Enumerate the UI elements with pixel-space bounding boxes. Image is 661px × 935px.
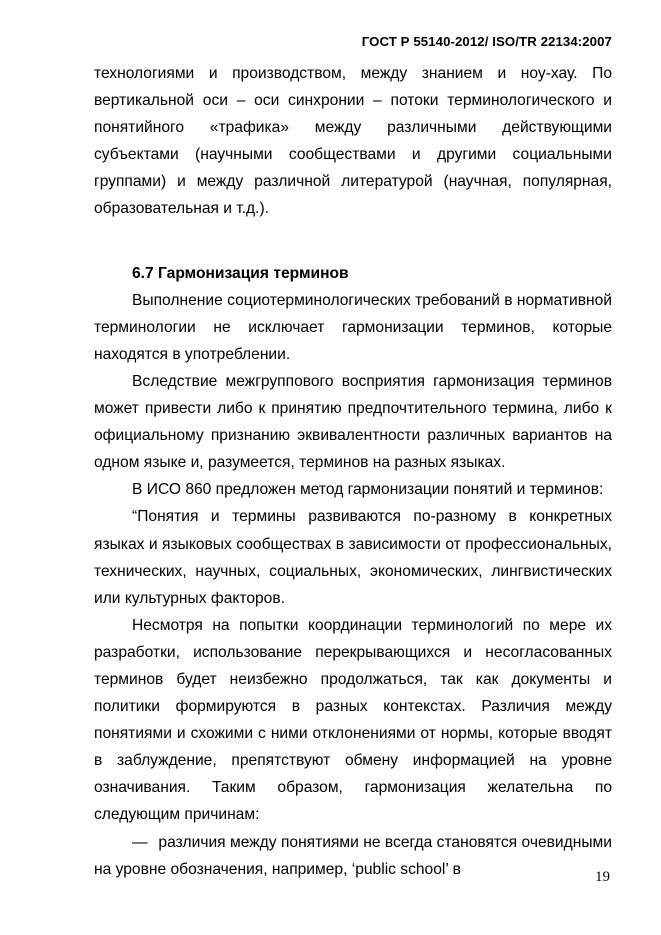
paragraph-5: Несмотря на попытки координации терминологий по мере их разработки, использование перекрывающихся и несогласованных терминов будет неизбежно продолжаться, так как документы и политики формируются в разных контекстах. Различия между понятиями и схожими с ними отклонениями от нормы, которые вводят в заблуждение, препятствуют обмену информацией на уровне означивания. Таким образом, гармонизация желательна по следующим причинам: <box>94 616 612 824</box>
page-number: 19 <box>595 869 610 885</box>
list-item <box>94 829 612 883</box>
paragraph-4-quote: “Понятия и термины развиваются по-разному в конкретных языках и языковых сообществах в зависимости от профессиональных, технических, научных, социальных, экономических, лингвистических или культурных факторов. <box>94 508 612 607</box>
list-item-text: различия между понятиями не всегда становятся очевидными на уровне обозначения, например, ‘public school’ в <box>94 833 612 878</box>
document-body <box>94 60 612 883</box>
section-heading: 6.7 Гармонизация терминов <box>132 264 349 282</box>
paragraph-intro: технологиями и производством, между знанием и ноу-хау. По вертикальной оси – оси синхронии – потоки терминологического и понятийного «трафика» между различными действующими субъектами (научными сообществами и другими социальными группами) и между различной литературой (научная, популярная, образовательная и т.д.). <box>94 65 612 218</box>
paragraph-1: Выполнение социотерминологических требований в нормативной терминологии не исключает гармонизации терминов, которые находятся в употреблении. <box>94 291 612 363</box>
list-dash: — <box>132 833 148 851</box>
paragraph-3: В ИСО 860 предложен метод гармонизации понятий и терминов: <box>132 481 604 499</box>
paragraph-2: Вследствие межгруппового восприятия гармонизация терминов может привести либо к принятию предпочтительного термина, либо к официальному признанию эквивалентности различных вариантов на одном языке и, разумеется, терминов на разных языках. <box>94 372 612 472</box>
document-header: ГОСТ Р 55140-2012/ ISO/TR 22134:2007 <box>361 34 612 49</box>
